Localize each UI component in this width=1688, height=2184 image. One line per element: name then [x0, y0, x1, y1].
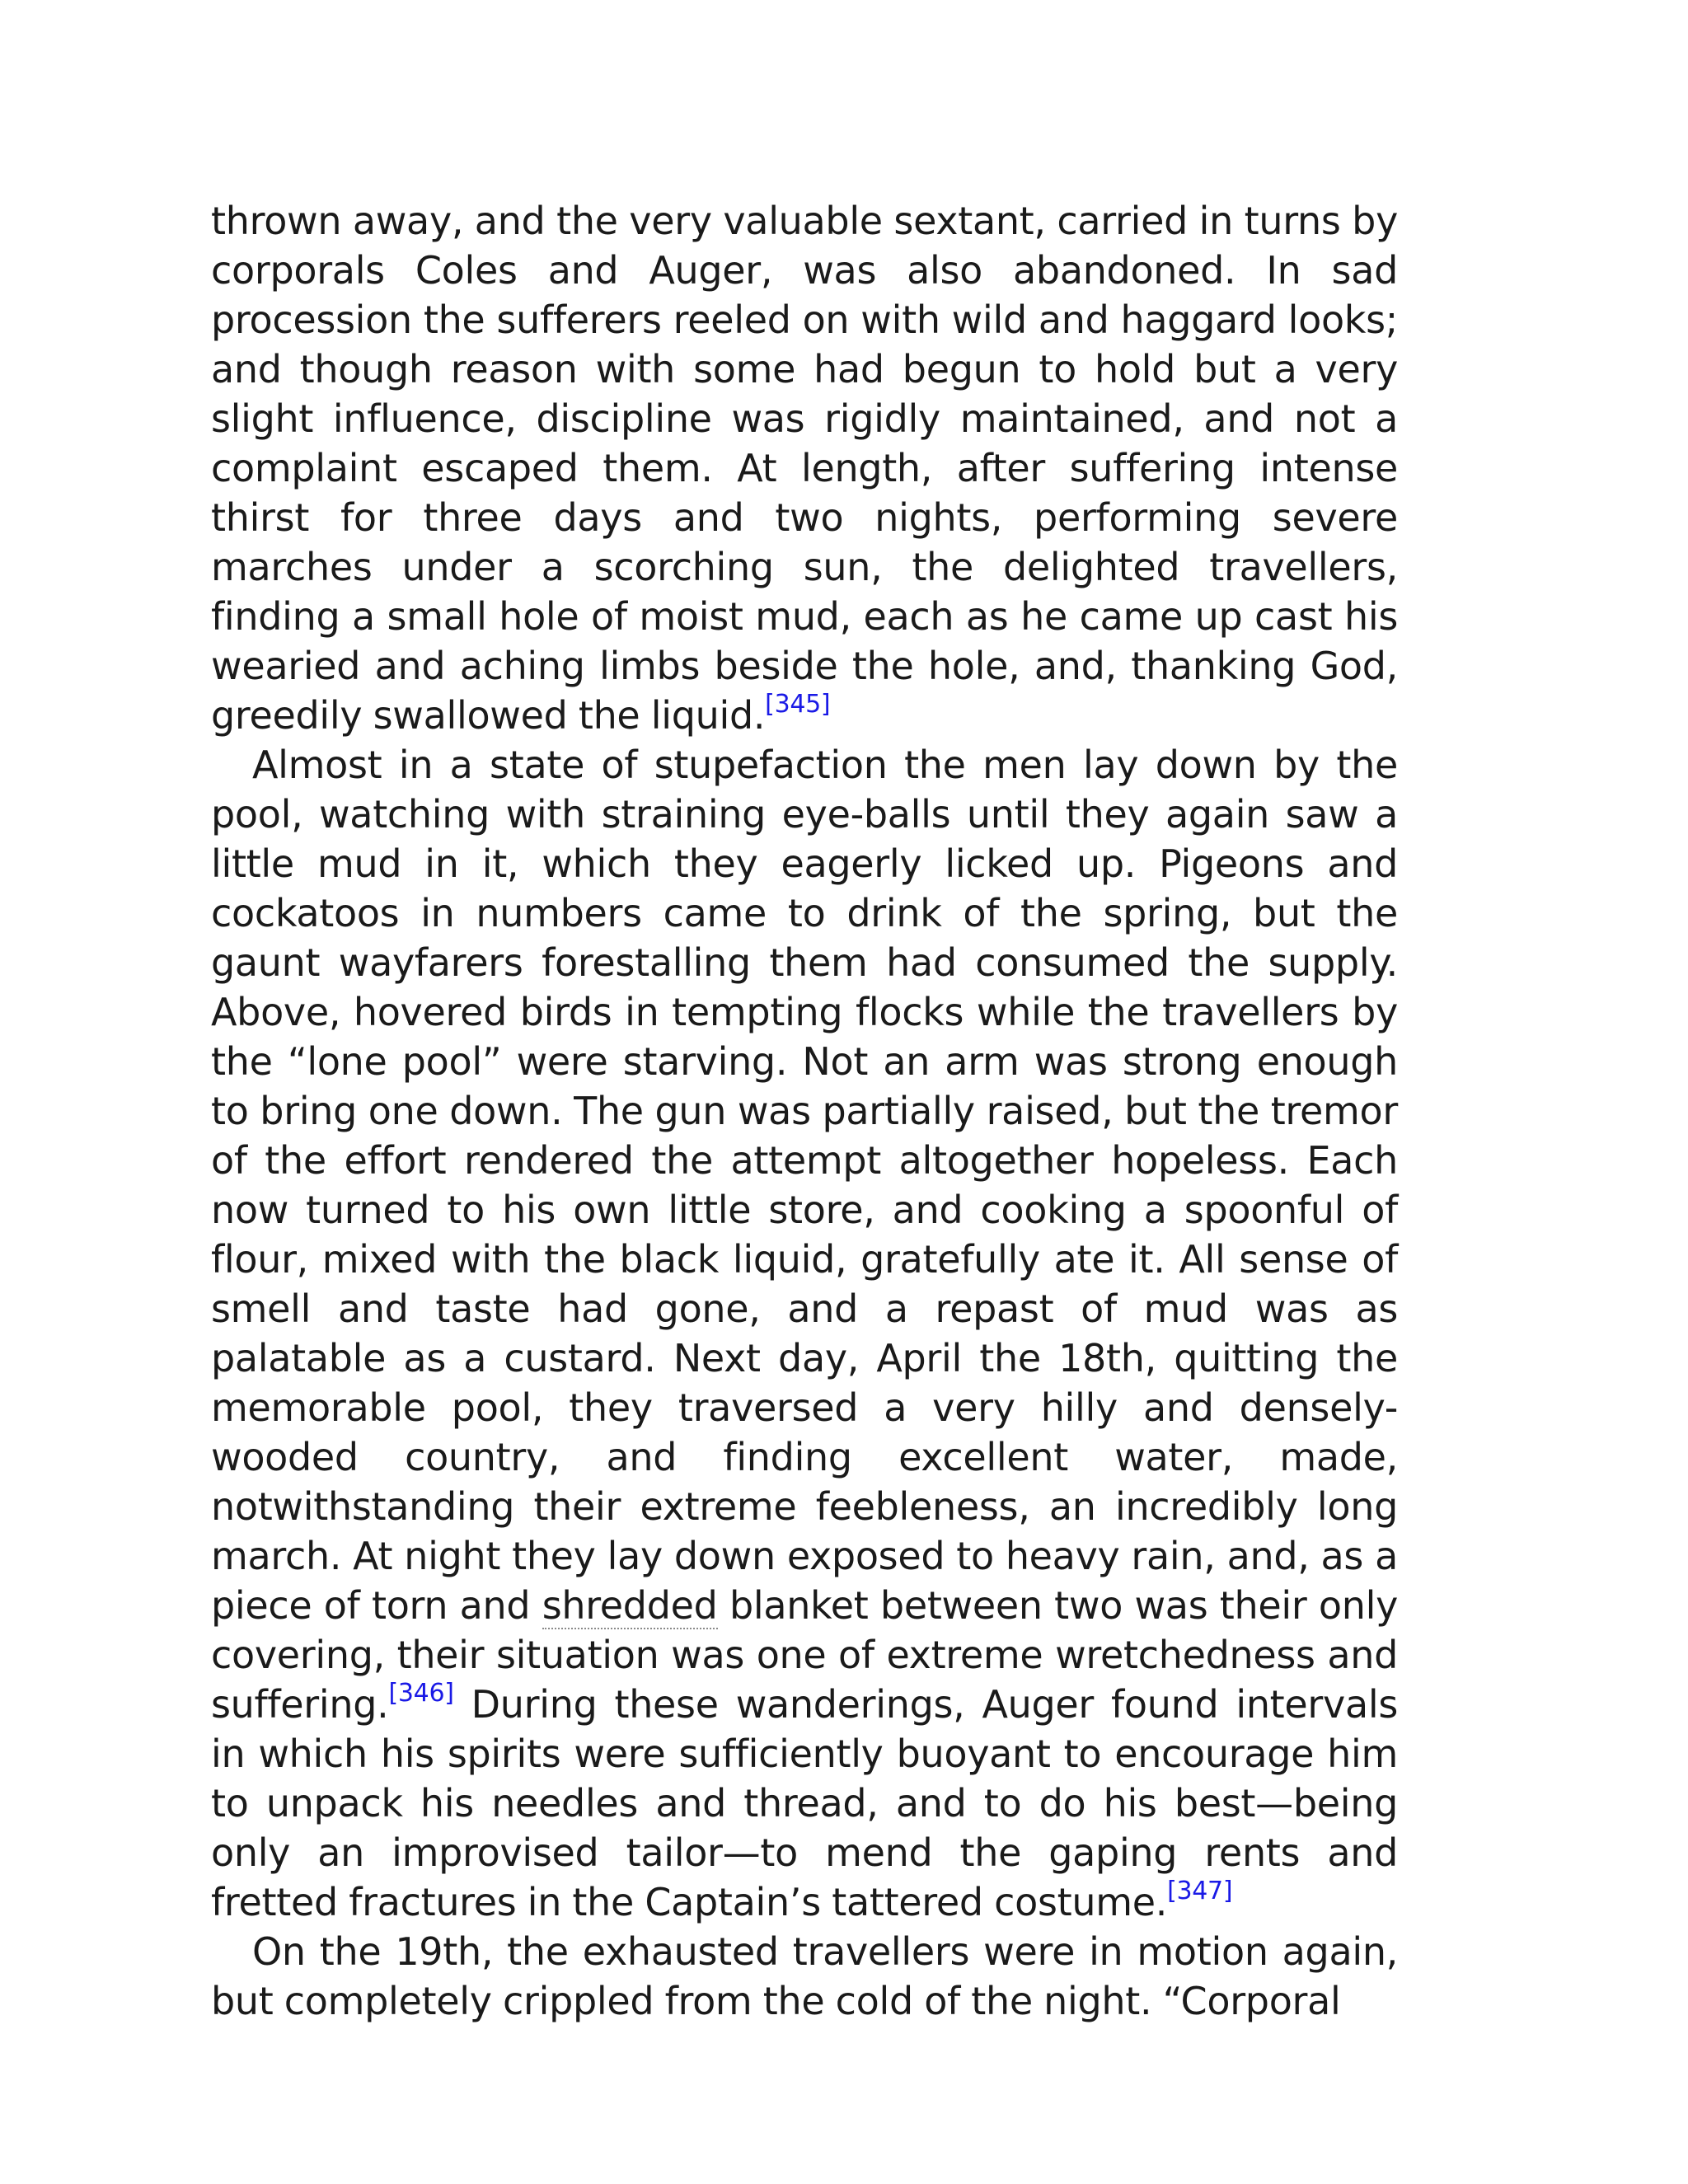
footnote-link-345[interactable]: [345] — [765, 689, 831, 719]
paragraph-2 — [211, 740, 1398, 1927]
spelling-note-word[interactable]: shredded — [542, 1583, 718, 1628]
paragraph-text: During these wanderings, Auger found intervals in which his spirits were sufficiently buoyant to encourage him to unpack his needles and thread, and to do his best—being only an improvised tailor—to mend the gaping rents and fretted fractures in the Captain’s tattered costume. — [211, 1682, 1398, 1924]
footnote-link-347[interactable]: [347] — [1167, 1876, 1233, 1905]
document-page — [211, 196, 1398, 2026]
paragraph-text: Almost in a state of stupefaction the men lay down by the pool, watching with straining eye-balls until they again saw a little mud in it, which they eagerly licked up. Pigeons and cockatoos in numbers came to drink of the spring, but the gaunt wayfarers forestalling them had consumed the supply. Above, hovered birds in tempting flocks while the travellers by the “lone pool” were starving. Not an arm was strong enough to bring one down. The gun was partially raised, but the tremor of the effort rendered the attempt altogether hopeless. Each now turned to his own little store, and cooking a spoonful of flour, mixed with the black liquid, gratefully ate it. All sense of smell and taste had gone, and a repast of mud was as palatable as a custard. Next day, April the 18th, quitting the memorable pool, they traversed a very hilly and densely-wooded country, and finding excellent water, made, notwithstanding their extreme feebleness, an incredibly long march. At night they lay down exposed to heavy rain, and, as a piece of torn and — [211, 743, 1398, 1628]
paragraph-text: thrown away, and the very valuable sextant, carried in turns by corporals Coles and Auger, was also abandoned. In sad procession the sufferers reeled on with wild and haggard looks; and though reason with some had begun to hold but a very slight influence, discipline was rigidly maintained, and not a complaint escaped them. At length, after suffering intense thirst for three days and two nights, performing severe marches under a scorching sun, the delighted travellers, finding a small hole of moist mud, each as he came up cast his wearied and aching limbs beside the hole, and, thanking God, greedily swallowed the liquid. — [211, 199, 1398, 738]
paragraph-text: blanket between two was their only covering, their situation was one of extreme wretchedness and suffering. — [211, 1583, 1398, 1727]
paragraph-1 — [211, 196, 1398, 740]
paragraph-3 — [211, 1927, 1398, 2026]
footnote-link-346[interactable]: [346] — [388, 1678, 454, 1708]
paragraph-text: On the 19th, the exhausted travellers were in motion again, but completely crippled from the cold of the night. “Corporal — [211, 1929, 1398, 2023]
